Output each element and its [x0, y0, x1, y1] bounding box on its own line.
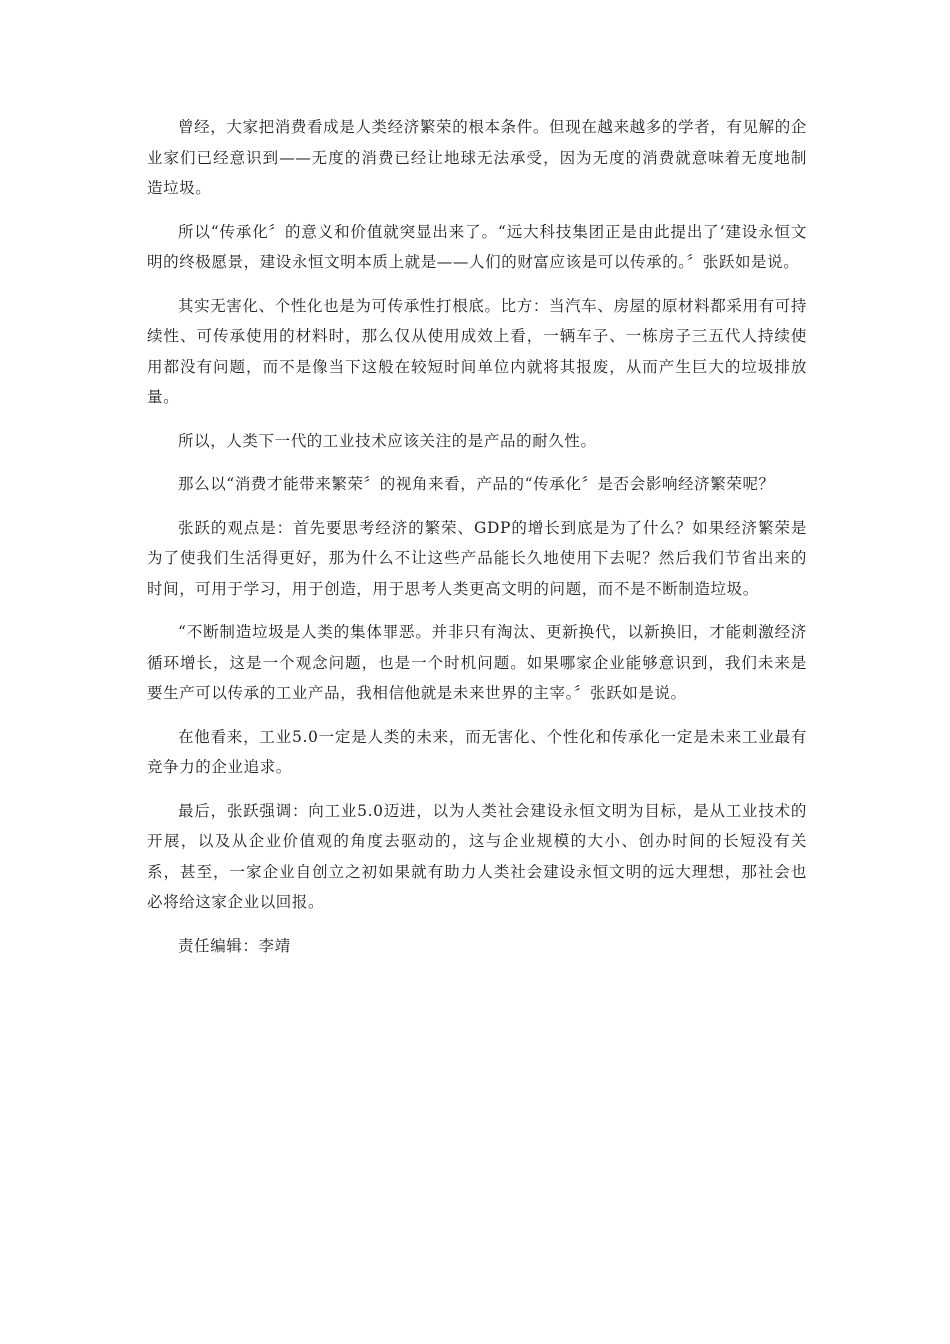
paragraph-9: 最后，张跃强调：向工业5.0迈进，以为人类社会建设永恒文明为目标，是从工业技术的开展，以及从企业价值观的角度去驱动的，这与企业规模的大小、创办时间的长短没有关系，甚至，一家企业自创立之初如果就有助力人类社会建设永恒文明的远大理想，那社会也必将给这家企业以回报。 [147, 801, 807, 911]
paragraph-2: 所以“传承化〞的意义和价值就突显出来了。“远大科技集团正是由此提出了‘建设永恒文明的终极愿景，建设永恒文明本质上就是——人们的财富应该是可以传承的。〞张跃如是说。 [147, 222, 807, 271]
paragraph-1: 曾经，大家把消费看成是人类经济繁荣的根本条件。但现在越来越多的学者，有见解的企业家们已经意识到——无度的消费已经让地球无法承受，因为无度的消费就意味着无度地制造垃圾。 [147, 118, 807, 197]
paragraph-4: 所以，人类下一代的工业技术应该关注的是产品的耐久性。 [178, 431, 597, 450]
article-body [147, 112, 807, 961]
paragraph-7: “不断制造垃圾是人类的集体罪恶。并非只有淘汰、更新换代，以新换旧，才能刺激经济循环增长，这是一个观念问题，也是一个时机问题。如果哪家企业能够意识到，我们未来是要生产可以传承的工业产品，我相信他就是未来世界的主宰。〞张跃如是说。 [147, 623, 807, 702]
paragraph-5: 那么以“消费才能带来繁荣〞的视角来看，产品的“传承化〞是否会影响经济繁荣呢？ [178, 475, 775, 493]
paragraph-3: 其实无害化、个性化也是为可传承性打根底。比方：当汽车、房屋的原材料都采用有可持续性、可传承使用的材料时，那么仅从使用成效上看，一辆车子、一栋房子三五代人持续使用都没有问题，而不是像当下这般在较短时间单位内就将其报废，从而产生巨大的垃圾排放量。 [147, 296, 807, 406]
paragraph-8: 在他看来，工业5.0一定是人类的未来，而无害化、个性化和传承化一定是未来工业最有竞争力的企业追求。 [147, 727, 807, 776]
paragraph-6: 张跃的观点是：首先要思考经济的繁荣、GDP的增长到底是为了什么？如果经济繁荣是为了使我们生活得更好，那为什么不让这些产品能长久地使用下去呢？然后我们节省出来的时间，可用于学习，用于创造，用于思考人类更高文明的问题，而不是不断制造垃圾。 [147, 518, 807, 598]
editor-credit: 责任编辑：李靖 [178, 936, 291, 955]
